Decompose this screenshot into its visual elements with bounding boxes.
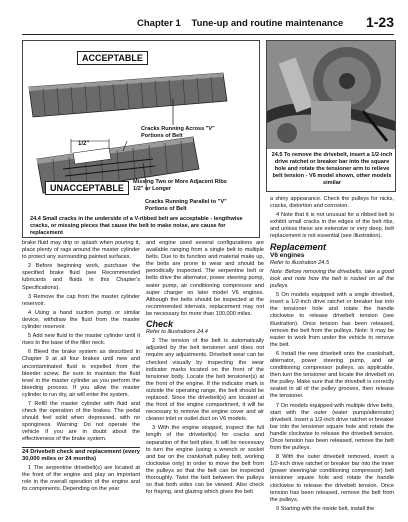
callout-cracks-parallel: Cracks Running Parallel to "V" Portions of Belt [145,199,227,212]
v6-engines-heading: V6 engines [270,251,305,259]
paragraph: 2 Before beginning work, purchase the specified brake fluid (see Recommended lubricants and fluids in this Chapter's Specifications). [22,263,140,291]
paragraph: 2 The tension of the belt is automatically adjusted by the belt tensioner and does not require any adjustments. Drivebelt wear can be checked visually by inspecting the wear indicator marks located on the front of the tensioner body. Locate the belt tensioner(s) at the front of the engine. If the indicator mark is outside the operating range, the belt should be replaced. Since the drivebelt(s) are located at the front of the engine compartment, it will be necessary to remove the engine cover and air cleaner inlet or outlet duct on V6 models. [146,338,264,423]
paragraph: 6 Install the new drivebelt onto the crankshaft, alternator, power steering pump, and air conditioning compressor pulleys, as applicable, then turn the tensioner and locate the drivebelt on the pulley. Make sure that the drivebelt is correctly seated in all of the pulley grooves, then release the tensioner. [270,350,394,400]
acceptable-label: ACCEPTABLE [77,51,148,65]
callout-half-inch: 1/2" [78,141,90,147]
paragraph: 8 With the outer drivebelt removed, insert a 1/2-inch drive ratchet or breaker bar into the inner (power steering/air conditioning compressor) belt tensioner square hole and rotate the handle clockwise to release the drivebelt tension. Once tension has been released, remove the belt from the pulleys. [270,454,394,503]
paragraph: 9 Starting with the inside belt, install the [276,505,375,512]
paragraph: 5 On models equipped with a single drivebelt, insert a 1/2-inch drive ratchet or breaker bar into the tensioner hole and rotate the handle clockwise to release drivebelt tension (see illustration). Once tension has been released, remove the belt from the pulleys. Note: It may be easier to work from under the vehicle to remove the belt. [270,292,394,348]
paragraph: 7 Refill the master cylinder with fluid and check the operation of the brakes. The pedal should feel solid when depressed, with no sponginess. Warning: Do not operate the vehicle if you are in doubt about the effectiveness of the brake system. [22,400,140,443]
paragraph: and engine used several configurations are available ranging from a single belt to multiple belts. Due to its function and material make up, the belts are prone to wear and should be periodically inspected. The serpentine belt or belts drive the alternator, power steering pump, water pump, air conditioning compressor and super charger on later model V6 engines. Although the belts should be inspected at the recommended intervals, replacement may not be necessary for more than 100,000 miles. [146,240,264,317]
section-title: 24 Drivebelt check and replacement (every 30,000 miles or 24 months) [22,448,140,462]
paragraph: 6 Bleed the brake system as described in Chapter 9 at all four brakes until new and uncontaminated fluid is expelled from the bleeder screw. Be sure to maintain the fluid level in the master cylinder as you perform the bleeding process. If you allow the master cylinder to run dry, air will enter the system. [22,349,140,398]
illustration-ref: Refer to illustration 24.5 [270,259,330,266]
figure-24-5-caption: 24.5 To remove the drivebelt, insert a 1/2-inch drive ratchet or breaker bar into the square hole and rotate the tensioner arm to relieve belt tension - V6 model shown, other models similar [271,152,393,186]
paragraph: 5 Add new fluid to the master cylinder until it rises to the base of the filler neck. [22,333,140,347]
chapter-label: Chapter 1 [137,18,181,29]
running-title [137,18,343,29]
check-heading: Check [146,319,174,330]
paragraph: 4 Note that it is not unusual for a ribbed belt to exhibit small cracks in the edges of the belt ribs, and unless these are extensive or very deep, belt replacement is not essential (see illustration). [270,212,394,240]
paragraph: 4 Using a hand suction pump or similar device, withdraw the fluid from the master cylinder reservoir. [22,309,140,331]
paragraph: a shiny appearance. Check the pulleys for nicks, cracks, distortion and corrosion. [270,196,394,210]
chapter-title: Tune-up and routine maintenance [191,18,344,29]
callout-missing-ribs: Missing Two or More Adjacent Ribs 1/2" or Longer [133,179,227,192]
figure-24-4-caption: 24.4 Small cracks in the underside of a V-ribbed belt are acceptable - lengthwise cracks, or missing pieces that cause the belt to make noise, are cause for replacement [30,216,243,236]
illustration-ref: Refer to illustrations 24.4 [146,329,208,336]
text-column-2 [146,240,264,498]
text-column-1 [22,240,140,495]
paragraph: brake fluid may drip or splash when pouring it, place plenty of rags around the master cylinder to protect any surrounding painted surfaces. [22,240,140,261]
callout-cracks-across: Cracks Running Across "V" Portions of Belt [141,126,215,139]
unacceptable-label: UNACCEPTABLE [45,181,129,195]
paragraph: 3 With the engine stopped, inspect the full length of the drivebelt(s) for cracks and separation of the belt plies. It will be necessary to turn the engine (using a wrench or socket and bar on the crankshaft pulley bolt, working clockwise only) in order to move the belt from the pulleys so that the belt can be inspected thoroughly. Twist the belt between the pulleys so that both sides can be viewed. Also check for fraying, and glazing which gives the belt [146,425,264,496]
tensioner-photo [267,41,395,149]
replacement-heading: Replacement [270,241,327,252]
acceptable-belt [29,73,227,125]
text-column-3 [270,196,394,515]
paragraph: 7 On models equipped with multiple drive belts, start with the outer (water pump/alternator) drivebelt. Insert a 1/2-inch drive ratchet or breaker bar into the tensioner square hole and rotate the handle clockwise to release the drivebelt tension. Once tension has been released, remove the belt from the pulleys. [270,402,394,452]
page-header [22,14,394,35]
note: Note: Before removing the drivebelts, take a good look and note how the belt is routed on all the pulleys. [270,268,394,290]
paragraph: 1 The serpentine drivebelt(s) are located at the front of the engine and play an important role in the overall operation of the engine and its components. Depending on the year [22,464,140,492]
paragraph: 3 Remove the cap from the master cylinder reservoir. [22,293,140,307]
page-number: 1-23 [365,14,394,30]
figure-belt-wear [22,40,260,238]
